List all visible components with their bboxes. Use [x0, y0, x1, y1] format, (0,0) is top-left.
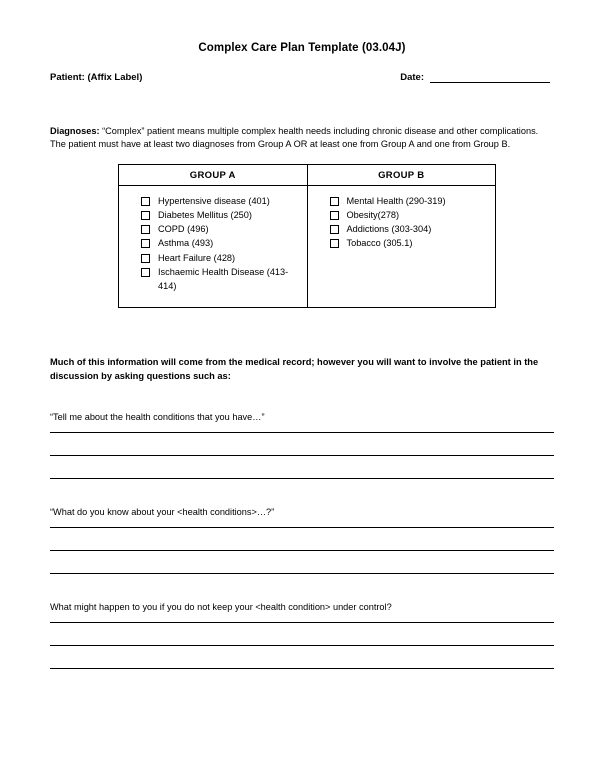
- list-item-label: Asthma (493): [158, 238, 214, 249]
- table-row: [119, 185, 496, 308]
- list-item[interactable]: [129, 208, 301, 222]
- group-b-header: GROUP B: [307, 164, 496, 185]
- page-title: Complex Care Plan Template (03.04J): [198, 42, 406, 54]
- list-item-label: Tobacco (305.1): [346, 238, 413, 249]
- list-item-label: Obesity(278): [346, 209, 400, 220]
- answer-line[interactable]: [50, 527, 554, 528]
- question-prompt: “Tell me about the health conditions that you have…”: [50, 412, 265, 423]
- answer-lines: [50, 622, 554, 669]
- diagnoses-label: Diagnoses:: [50, 126, 100, 136]
- list-item[interactable]: [318, 194, 490, 208]
- list-item-label: Diabetes Mellitus (250): [158, 209, 252, 220]
- checkbox-icon[interactable]: [141, 239, 150, 248]
- diagnoses-text: “Complex” patient means multiple complex health needs including chronic disease and other complications. The patient must have at least two diagnoses from Group A OR at least one from Group A and one from Group B.: [50, 126, 539, 150]
- date-input[interactable]: [430, 72, 550, 83]
- answer-line[interactable]: [50, 550, 554, 551]
- checkbox-icon[interactable]: [330, 225, 339, 234]
- patient-label: Patient: (Affix Label): [50, 72, 143, 83]
- group-a-cell: [119, 185, 308, 308]
- list-item-label: Hypertensive disease (401): [158, 195, 270, 206]
- list-item[interactable]: [318, 236, 490, 250]
- checkbox-icon[interactable]: [141, 254, 150, 263]
- group-a-list: [129, 194, 301, 294]
- checkbox-icon[interactable]: [141, 211, 150, 220]
- list-item-label: Addictions (303-304): [346, 224, 432, 235]
- question-1: [50, 412, 554, 479]
- list-item[interactable]: [129, 251, 301, 265]
- answer-line[interactable]: [50, 478, 554, 479]
- list-item-label: COPD (496): [158, 224, 209, 235]
- answer-line[interactable]: [50, 622, 554, 623]
- checkbox-icon[interactable]: [330, 239, 339, 248]
- group-b-cell: [307, 185, 496, 308]
- date-group: [400, 72, 554, 83]
- list-item[interactable]: [129, 265, 301, 294]
- checkbox-icon[interactable]: [330, 197, 339, 206]
- checkbox-icon[interactable]: [141, 197, 150, 206]
- list-item[interactable]: [129, 236, 301, 250]
- list-item-label: Heart Failure (428): [158, 252, 236, 263]
- answer-lines: [50, 527, 554, 574]
- answer-line[interactable]: [50, 455, 554, 456]
- answer-line[interactable]: [50, 668, 554, 669]
- list-item-label: Ischaemic Health Disease (413-414): [158, 266, 289, 292]
- list-item[interactable]: [129, 222, 301, 236]
- checkbox-icon[interactable]: [330, 211, 339, 220]
- question-prompt: What might happen to you if you do not keep your <health condition> under control?: [50, 602, 392, 613]
- patient-date-row: [50, 72, 554, 83]
- diagnosis-groups-table: [118, 164, 496, 309]
- list-item[interactable]: [129, 194, 301, 208]
- answer-line[interactable]: [50, 432, 554, 433]
- answer-line[interactable]: [50, 573, 554, 574]
- checkbox-icon[interactable]: [141, 268, 150, 277]
- question-2: [50, 507, 554, 574]
- date-label: Date:: [400, 72, 424, 83]
- answer-line[interactable]: [50, 645, 554, 646]
- question-prompt: “What do you know about your <health conditions>…?”: [50, 507, 275, 518]
- group-a-header: GROUP A: [119, 164, 308, 185]
- list-item-label: Mental Health (290-319): [346, 195, 446, 206]
- instruction-text: Much of this information will come from the medical record; however you will want to involve the patient in the discussion by asking questions such as:: [50, 357, 539, 382]
- list-item[interactable]: [318, 208, 490, 222]
- group-b-list: [318, 194, 490, 251]
- table-header-row: [119, 164, 496, 185]
- question-3: [50, 602, 554, 669]
- answer-lines: [50, 432, 554, 479]
- list-item[interactable]: [318, 222, 490, 236]
- checkbox-icon[interactable]: [141, 225, 150, 234]
- diagnoses-paragraph: [50, 125, 554, 152]
